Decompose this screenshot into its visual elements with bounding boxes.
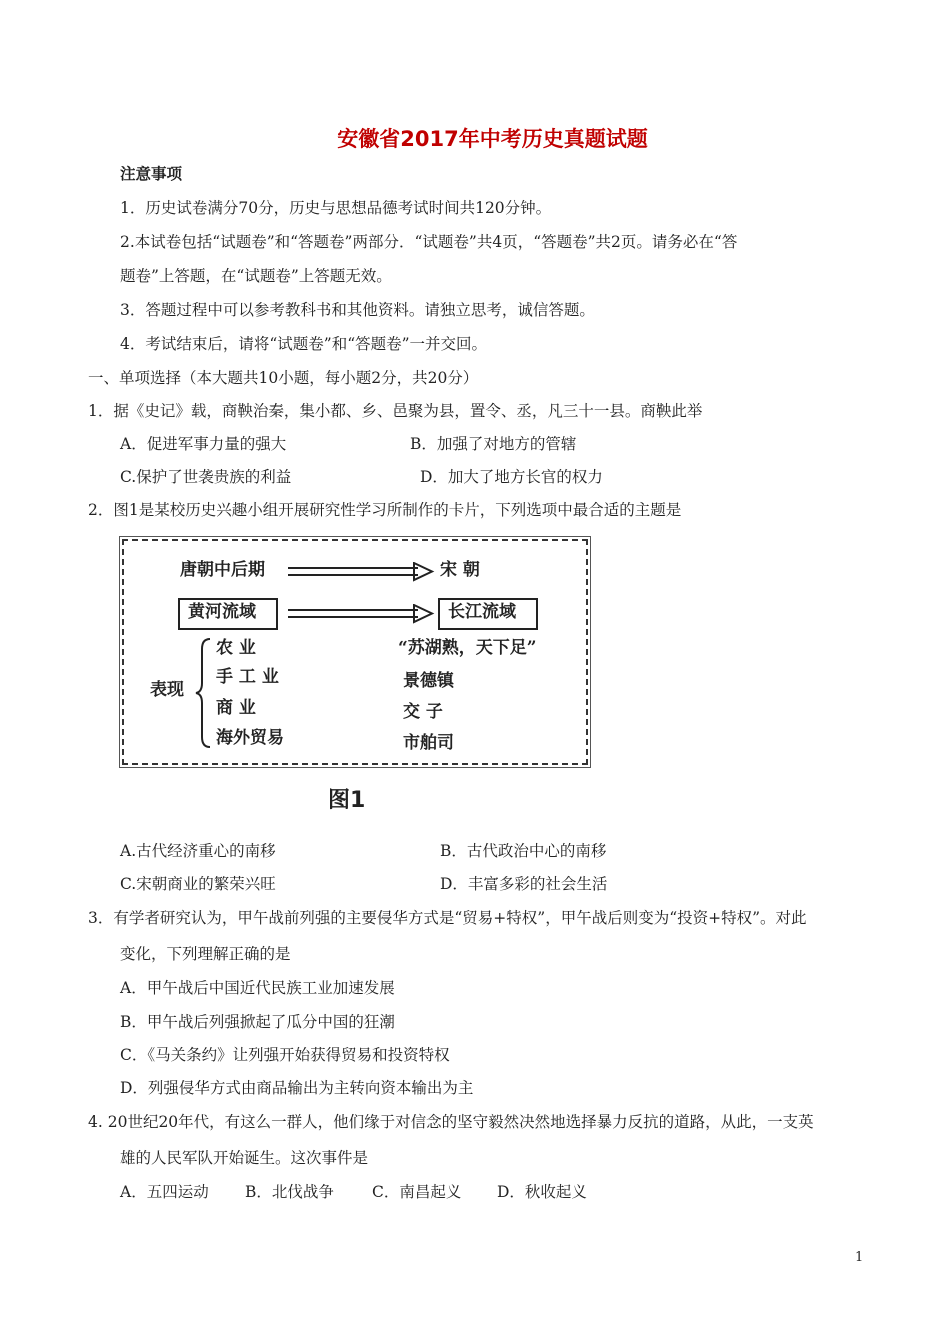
q4-option-d: D．秋收起义 (497, 1183, 587, 1201)
right-item: 交 子 (403, 702, 443, 722)
q3-option-d: D．列强侵华方式由商品输出为主转向资本输出为主 (120, 1079, 474, 1097)
q1-option-c: C.保护了世袭贵族的利益 (120, 468, 292, 486)
notice-item: 1．历史试卷满分70分，历史与思想品德考试时间共120分钟。 (120, 199, 552, 217)
question-4-stem: 4. 20世纪20年代，有这么一群人，他们缘于对信念的坚守毅然决然地选择暴力反抗的道路，从此，一支英 (88, 1113, 814, 1131)
q3-option-c: C．《马关条约》让列强开始获得贸易和投资特权 (120, 1046, 450, 1064)
figure-1-card (118, 537, 590, 815)
notice-item: 题卷”上答题，在“试题卷”上答题无效。 (120, 267, 392, 285)
right-item: “苏湖熟，天下足” (398, 638, 537, 658)
notice-item: 2.本试卷包括“试题卷”和“答题卷”两部分．“试题卷”共4页，“答题卷”共2页。请务必在“答 (120, 233, 738, 251)
question-3-stem-cont: 变化，下列理解正确的是 (120, 945, 291, 963)
arrow-right-icon (286, 562, 436, 582)
left-item: 手 工 业 (216, 667, 279, 687)
region-to: 长江流域 (448, 602, 516, 622)
notice-item: 3．答题过程中可以参考教科书和其他资料。请独立思考，诚信答题。 (120, 301, 595, 319)
question-4-stem-cont: 雄的人民军队开始诞生。这次事件是 (120, 1149, 369, 1167)
section-heading: 一、单项选择（本大题共10小题，每小题2分，共20分） (88, 369, 479, 387)
q2-option-b: B．古代政治中心的南移 (440, 842, 607, 860)
notice-item: 4．考试结束后，请将“试题卷”和“答题卷”一并交回。 (120, 335, 488, 353)
right-item: 景德镇 (403, 671, 454, 691)
q1-option-b: B．加强了对地方的管辖 (410, 435, 577, 453)
q4-option-b: B．北伐战争 (245, 1183, 334, 1201)
performance-label: 表现 (150, 680, 184, 700)
left-item: 农 业 (216, 638, 256, 658)
period-to: 宋 朝 (440, 560, 480, 580)
left-brace-icon (194, 637, 214, 749)
question-1-stem: 1．据《史记》载，商鞅治秦，集小都、乡、邑聚为县，置令、丞，凡三十一县。商鞅此举 (88, 402, 703, 420)
region-from: 黄河流域 (188, 602, 256, 622)
page-title: 安徽省2017年中考历史真题试题 (337, 127, 648, 151)
q3-option-a: A．甲午战后中国近代民族工业加速发展 (120, 979, 395, 997)
q4-option-c: C．南昌起义 (372, 1183, 462, 1201)
question-2-stem: 2．图1是某校历史兴趣小组开展研究性学习所制作的卡片，下列选项中最合适的主题是 (88, 501, 682, 519)
left-item: 商 业 (216, 698, 256, 718)
q1-option-a: A．促进军事力量的强大 (120, 435, 287, 453)
arrow-right-icon (286, 604, 436, 624)
q2-option-c: C.宋朝商业的繁荣兴旺 (120, 875, 276, 893)
question-3-stem: 3．有学者研究认为，甲午战前列强的主要侵华方式是“贸易+特权”，甲午战后则变为“投资+特权”。对此 (88, 909, 807, 927)
q3-option-b: B．甲午战后列强掀起了瓜分中国的狂潮 (120, 1013, 395, 1031)
q1-option-d: D．加大了地方长官的权力 (420, 468, 603, 486)
figure-caption: 图1 (328, 788, 366, 813)
period-from: 唐朝中后期 (180, 560, 265, 580)
left-item: 海外贸易 (216, 728, 284, 748)
notice-heading: 注意事项 (120, 165, 183, 183)
right-item: 市舶司 (403, 733, 454, 753)
page-number: 1 (855, 1250, 864, 1265)
q2-option-a: A.古代经济重心的南移 (120, 842, 276, 860)
q4-option-a: A．五四运动 (120, 1183, 209, 1201)
q2-option-d: D．丰富多彩的社会生活 (440, 875, 608, 893)
